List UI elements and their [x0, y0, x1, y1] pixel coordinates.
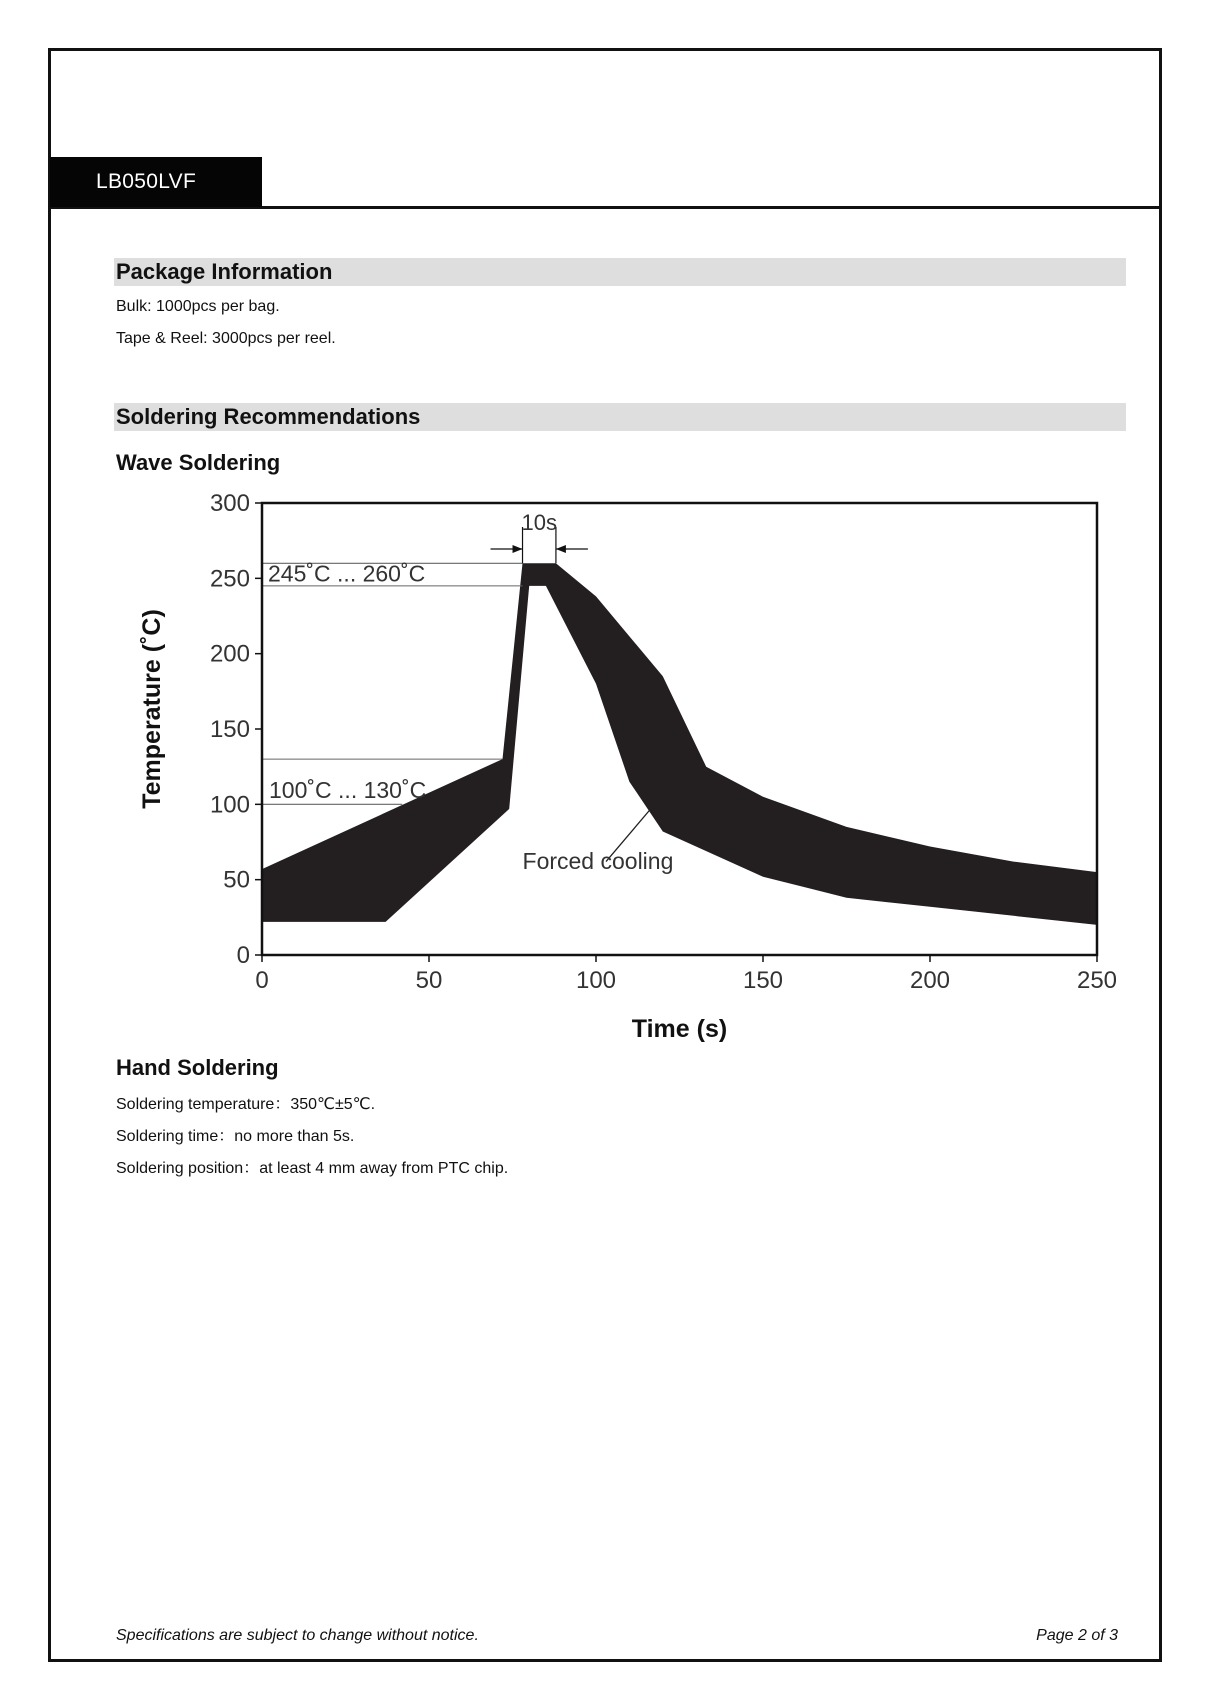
y-tick-label: 150	[209, 716, 250, 743]
y-axis-ticks	[210, 490, 262, 969]
package-info-heading: Package Information	[114, 258, 1126, 286]
y-tick-label: 250	[209, 565, 250, 593]
x-tick-label: 200	[909, 967, 951, 994]
x-axis-ticks	[255, 955, 1117, 994]
y-tick-label: 100	[209, 791, 250, 819]
tape-reel-text: Tape & Reel: 3000pcs per reel.	[116, 330, 336, 347]
x-tick-label: 50	[415, 967, 443, 994]
x-tick-label: 0	[255, 967, 269, 994]
x-tick-label: 250	[1076, 967, 1118, 994]
model-tab: LB050LVF	[50, 157, 262, 207]
x-axis-label: Time (s)	[631, 1015, 728, 1043]
x-tick-label: 150	[742, 967, 784, 994]
hand-time-text: Soldering time：no more than 5s.	[116, 1128, 355, 1145]
hand-position-text: Soldering position：at least 4 mm away from PTC chip.	[116, 1160, 509, 1177]
peak-range-label: 245˚C ... 260˚C	[268, 560, 426, 587]
preheat-range-label: 100˚C ... 130˚C	[269, 776, 427, 803]
duration-label: 10s	[521, 510, 557, 535]
hand-temp-text: Soldering temperature：350℃±5℃.	[116, 1096, 376, 1113]
forced-cooling-label: Forced cooling	[522, 848, 674, 875]
y-tick-label: 200	[209, 640, 250, 668]
arrowhead-left	[513, 545, 523, 553]
wave-soldering-heading: Wave Soldering	[116, 450, 281, 475]
temperature-band	[262, 563, 1097, 925]
footer-note: Specifications are subject to change without notice.	[116, 1627, 479, 1644]
y-tick-label: 50	[223, 866, 250, 894]
arrowhead-right	[556, 545, 566, 553]
hand-soldering-heading: Hand Soldering	[116, 1055, 279, 1080]
bulk-text: Bulk: 1000pcs per bag.	[116, 298, 280, 315]
y-tick-label: 0	[236, 942, 250, 969]
page-number: Page 2 of 3	[1036, 1627, 1118, 1644]
x-tick-label: 100	[575, 967, 617, 994]
y-axis-label: Temperature (˚C)	[138, 609, 166, 809]
y-tick-label: 300	[209, 490, 250, 517]
soldering-heading: Soldering Recommendations	[114, 403, 1126, 431]
